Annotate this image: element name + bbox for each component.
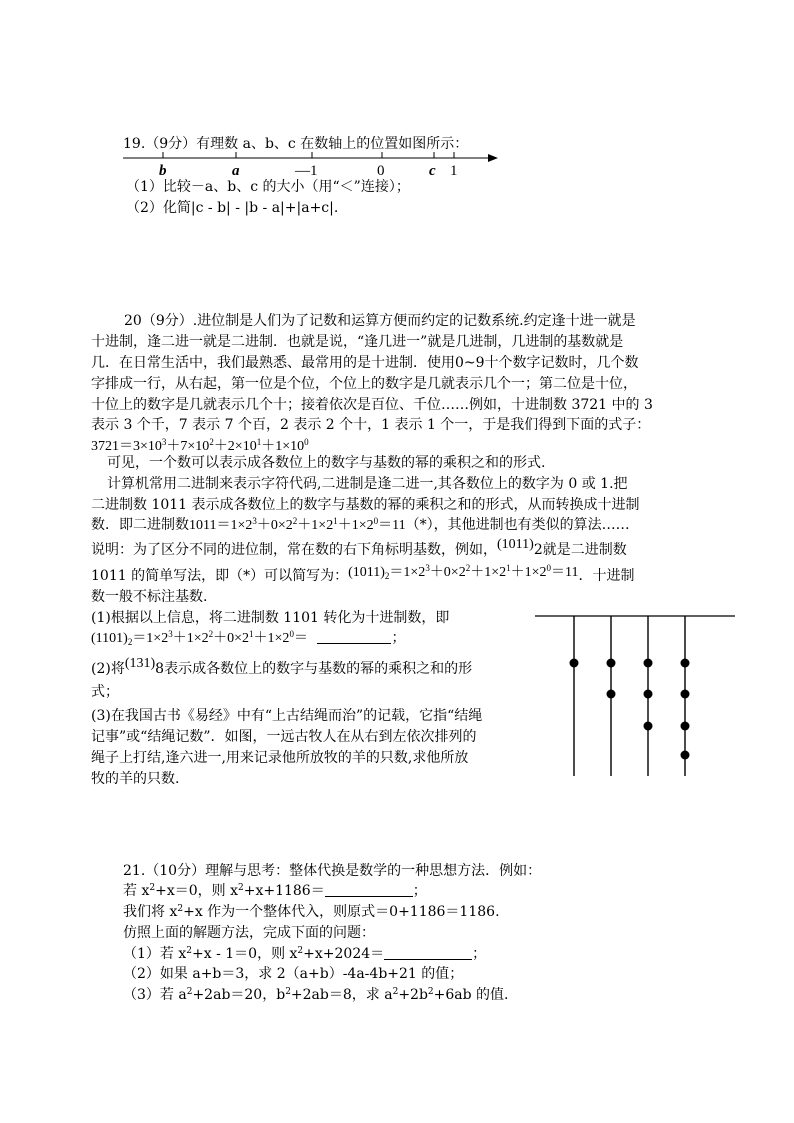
knot [644,659,653,668]
q20-sub2-cont: 式； [91,684,119,700]
q20-sub2: (2)将(131)8表示成各数位上的数字与基数的幂的乘积之和的形 [91,656,473,677]
knot [681,722,690,731]
q20-sub3-line2: 记事”或“结绳记数”．如图，一远古牧人在从右到左依次排列的 [91,729,477,745]
q20-line12: 1011 的简单写法，即（*）可以简写为：$(1011)_2=1\times 2^3+0\times 2^2+1\times 2^1+1\times 2^0=11$．十进制 [91,563,635,584]
axis-label-a: a [232,163,240,179]
knot [607,659,616,668]
q21-part2: （2）如果 a+b＝3，求 2（a+b）-4a-4b+21 的值； [123,966,464,982]
q19-part2: （2）化简|c - b| - |b - a|+|a+c|. [126,200,339,216]
knot [681,751,690,760]
knot [644,690,653,699]
q20-line3: 几．在日常生活中，我们最熟悉、最常用的是十进制．使用0~9十个数字记数时，几个数 [91,355,639,371]
q21-line2: 若 $x^2+x=0$，则 $x^2+x+1186=$ ； [123,883,427,899]
q20-line1: 20（9分）.进位制是人们为了记数和运算方便而约定的记数系统.约定逢十进一就是 [124,313,636,329]
q20-line6: 表示 3 个千，7 表示 7 个百，2 表示 2 个十，1 表示 1 个一，于是我们得到下面的式子： [91,417,651,433]
q20-line5: 十位上的数字是几就表示几个十；接着依次是百位、千位……例如，十进制数 3721 中的 3 [91,397,653,413]
answer-blank-1101[interactable] [317,629,391,644]
q21-line3: 我们将 $x^2+x$ 作为一个整体代入，则原式＝0+1186＝1186. [123,904,500,920]
q20-line8: 计算机常用二进制来表示字符代码,二进制是逢二进一,其各数位上的数字为 0 或 1.把 [107,476,628,492]
q19-part1: （1）比较－a、b、c 的大小（用“＜”连接）； [126,179,410,195]
q20-line10: 数．即二进制数$1011=1\times 2^3+0\times 2^2+1\times 2^1+1\times 2^0=11(*)$，其他进制也有类似的算法…… [91,516,630,533]
knot [644,722,653,731]
q21-header: 21.（10分）理解与思考：整体代换是数学的一种思想方法．例如： [123,863,542,879]
knot [607,690,616,699]
q20-sub3-line3: 绳子上打结,逢六进一,用来记录他所放牧的羊的只数,求他所放 [91,750,469,766]
q20-line11: 说明：为了区分不同的进位制，常在数的右下角标明基数，例如，(1011)2就是二进制数 [91,537,627,558]
q21-line4: 仿照上面的解题方法，完成下面的问题： [123,925,375,941]
q21-part3: （3）若 $a^2+2ab=20$，$b^2+2ab=8$，求 $a^2+2b^2+6ab$ 的值. [123,987,509,1003]
q20-line9: 二进制数 1011 表示成各数位上的数字与基数的幂的乘积之和的形式，从而转换成十进制 [91,497,640,513]
q20-line7: 可见，一个数可以表示成各数位上的数字与基数的幂的乘积之和的形式. [107,455,546,471]
q20-line2: 十进制，逢二进一就是二进制．也就是说，“逢几进一”就是几进制，几进制的基数就是 [91,334,624,350]
knot [681,659,690,668]
q19-header: 19.（9分）有理数 a、b、c 在数轴上的位置如图所示： [123,136,469,152]
answer-blank-example[interactable] [325,882,413,897]
knot-rope-diagram [535,610,735,780]
q20-sub1-equation: $(1101)_2=1\times 2^3+1\times 2^2+0\times 2^1+1\times 2^0=$ ； [91,629,406,647]
binary-1011-expansion: $1011=1\times 2^3+0\times 2^2+1\times 2^1+1\times 2^0=11$ [189,516,406,533]
q20-line4: 字排成一行，从右起，第一位是个位，个位上的数字是几就表示几个一；第二位是十位， [91,376,637,392]
q20-equation-3721: $3721=3\times 10^3+7\times 10^2+2\times 10^1+1\times 10^0$ [91,437,309,454]
axis-label-neg1: —1 [295,163,318,179]
knot [681,690,690,699]
q20-sub3-line4: 牧的羊的只数. [91,771,180,787]
q20-sub3-line1: (3)在我国古书《易经》中有“上古结绳而治”的记载，它指“结绳 [91,708,483,724]
q20-sub1: (1)根据以上信息，将二进制数 1101 转化为十进制数，即 [91,610,450,626]
q20-line13: 数一般不标注基数. [91,589,208,605]
axis-label-zero: 0 [377,163,385,179]
q21-part1: （1）若 $x^2+x - 1=0$，则 $x^2+x+2024=$ ； [123,946,487,962]
knot [570,659,579,668]
axis-label-one: 1 [450,163,458,179]
answer-blank-part1[interactable] [384,945,472,960]
axis-label-b: b [159,163,167,179]
axis-label-c: c [429,163,436,179]
